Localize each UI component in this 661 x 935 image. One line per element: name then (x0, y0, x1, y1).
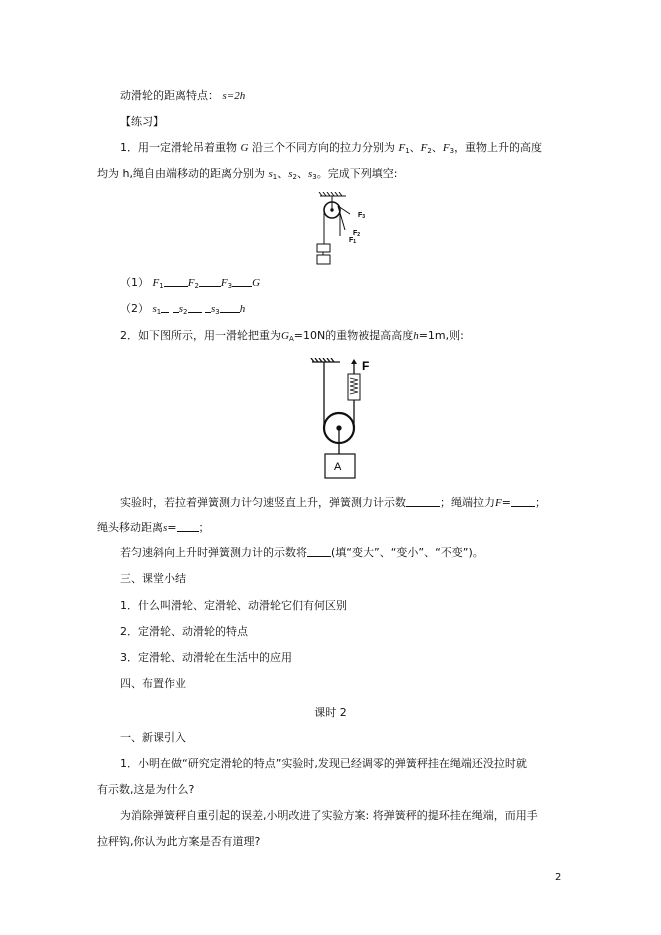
distance-feature-line (120, 88, 245, 104)
symbol-g: G (240, 142, 249, 154)
label: （2） (120, 302, 149, 315)
sep: 、 (277, 167, 289, 180)
question-1-line-2: 均为 h,绳自由端移动的距离分别为 $s_1$、$s_2$、$s_3$。完成下列填空: (97, 167, 398, 181)
text: ，重物上升的高度 (454, 141, 543, 154)
text: 实验时，若拉着弹簧测力计匀速竖直上升，弹簧测力计示数 (120, 496, 406, 509)
text: =1m,则: (418, 329, 464, 342)
text: 绳头移动距离 (97, 521, 163, 534)
symbol-ga: G (281, 330, 289, 342)
symbol-s1: s (268, 168, 273, 180)
blank[interactable] (406, 495, 440, 507)
symbol-h: h (413, 330, 419, 342)
blank[interactable] (220, 301, 240, 313)
text: = (501, 496, 511, 509)
blank[interactable] (161, 301, 169, 313)
sep: 、 (409, 141, 421, 154)
symbol-s3: s (211, 303, 216, 315)
symbol-f2: F (187, 277, 195, 289)
practice-heading: 【练习】 (120, 115, 164, 128)
experiment-line-2 (97, 520, 210, 536)
section-3-heading: 三、课堂小结 (120, 572, 186, 585)
intro-q2-line-1: 为消除弹簧秤自重引起的误差,小明改进了实验方案: 将弹簧秤的提环挂在绳端，而用手 (120, 809, 538, 822)
f2-label: F2 (353, 230, 361, 238)
intro-q1-line-2: 有示数,这是为什么? (97, 783, 195, 796)
text: = (167, 521, 177, 534)
blank[interactable] (232, 275, 252, 287)
symbol-s2: s (288, 168, 293, 180)
sep: 、 (296, 167, 308, 180)
question-1-row-2: （2） $s_1$ $s_2$ $s_3$ h (120, 302, 246, 316)
blank[interactable] (199, 275, 221, 287)
text: 。完成下列填空: (316, 167, 398, 180)
intro-q2-line-2: 拉秤钩,你认为此方案是否有道理? (97, 835, 261, 848)
question-1-line-1: 1．用一定滑轮吊着重物 G 沿三个不同方向的拉力分别为 $F_1$、$F_2$、$F_3$，重物上升的高度 (120, 141, 543, 155)
text: 动滑轮的距离特点： (120, 89, 219, 102)
sep: 、 (431, 141, 443, 154)
section-1-heading: 一、新课引入 (120, 731, 186, 744)
symbol-s2: s (178, 303, 184, 315)
text: 2．如下图所示，用一滑轮把重为 (120, 329, 281, 342)
text: =10N的重物被提高高度 (293, 329, 414, 342)
f1-label: F1 (349, 237, 357, 245)
text: ；绳端拉力 (440, 496, 495, 509)
symbol-f2: F (420, 142, 428, 154)
f3-label: F3 (358, 212, 366, 220)
symbol-g: G (252, 277, 261, 289)
blank[interactable] (511, 495, 535, 507)
formula: s=2h (222, 90, 246, 102)
experiment-line-1 (120, 495, 546, 511)
page-number: 2 (555, 872, 562, 883)
fixed-pulley-figure (312, 192, 372, 268)
force-label: F (362, 359, 370, 373)
text: ； (198, 521, 210, 534)
text: (填“变大”、“变小”、“不变”)。 (331, 546, 484, 559)
blank[interactable] (164, 275, 188, 287)
text: ； (534, 496, 546, 509)
text: 若匀速斜向上升时弹簧测力计的示数将 (120, 546, 307, 559)
block-label: A (334, 461, 342, 473)
intro-q1-line-1: 1．小明在做“研究定滑轮的特点”实验时,发现已经调零的弹簧秤挂在绳端还没拉时就 (120, 757, 527, 770)
blank[interactable] (188, 301, 202, 313)
symbol-s1: s (152, 303, 157, 315)
summary-item-1: 1．什么叫滑轮、定滑轮、动滑轮它们有何区别 (120, 599, 347, 612)
symbol-f3: F (220, 277, 228, 289)
text: 沿三个不同方向的拉力分别为 (251, 141, 395, 154)
movable-pulley-figure (310, 358, 380, 482)
blank[interactable] (177, 520, 199, 532)
lesson-2-title: 课时 2 (314, 706, 347, 719)
summary-item-3: 3．定滑轮、动滑轮在生活中的应用 (120, 651, 292, 664)
section-4-heading: 四、布置作业 (120, 677, 186, 690)
symbol-s: s (163, 522, 168, 534)
symbol-h: h (239, 303, 246, 315)
question-2-line: 2．如下图所示，用一滑轮把重为$G_A=10N$的重物被提高高度h=1m,则: (120, 329, 464, 343)
text: 均为 h,绳自由端移动的距离分别为 (97, 167, 265, 180)
symbol-f1: F (152, 277, 160, 289)
blank[interactable] (307, 545, 331, 557)
symbol-f: F (495, 497, 502, 509)
summary-item-2: 2．定滑轮、动滑轮的特点 (120, 625, 248, 638)
text: 1．用一定滑轮吊着重物 (120, 141, 237, 154)
symbol-s3: s (307, 168, 313, 180)
symbol-f1: F (398, 142, 406, 154)
label: （1） (120, 276, 149, 289)
experiment-line-3 (120, 545, 484, 561)
question-1-row-1: （1） $F_1$ $F_2$ $F_3$ G (120, 276, 261, 290)
symbol-f3: F (442, 142, 450, 154)
